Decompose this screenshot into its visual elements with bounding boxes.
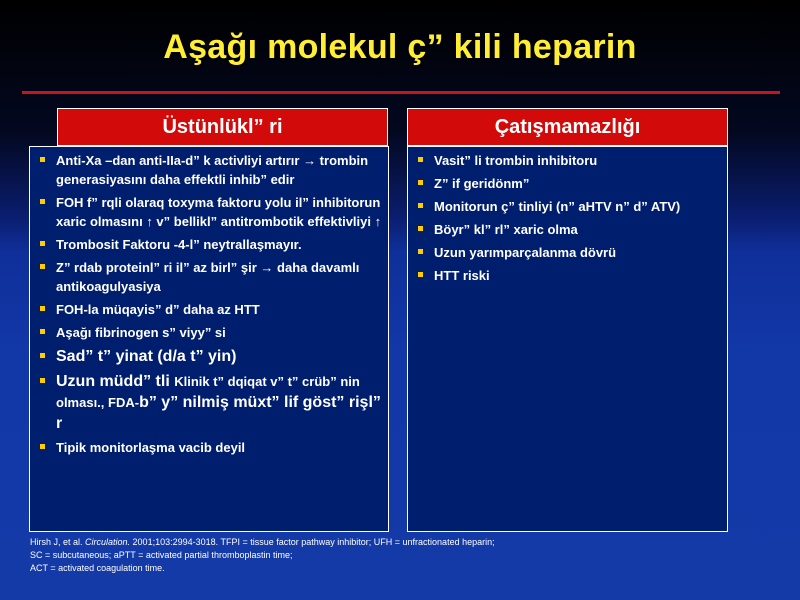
bullet-icon bbox=[418, 249, 423, 254]
bullet-icon bbox=[418, 157, 423, 162]
reference-journal: Circulation. bbox=[85, 537, 131, 547]
list-item-text: Monitorun ç” tinliyi (n” aHTV n” d” ATV) bbox=[434, 199, 681, 214]
disadvantages-header: Çatışmamazlığı bbox=[407, 108, 728, 146]
list-item-long-term bbox=[38, 371, 382, 434]
list-item bbox=[416, 174, 721, 193]
list-item-text: Sad” t” yinat (d/a t” yin) bbox=[56, 348, 237, 365]
list-item-text: FOH-la müqayis” d” daha az HTT bbox=[56, 302, 260, 317]
bullet-icon bbox=[418, 180, 423, 185]
disadvantages-list bbox=[408, 147, 727, 285]
list-item-text: Trombosit Faktoru -4-l” neytrallaşmayır. bbox=[56, 237, 302, 252]
bullet-icon bbox=[40, 157, 45, 162]
advantages-list bbox=[30, 147, 388, 457]
list-item bbox=[38, 151, 382, 189]
bullet-icon bbox=[40, 329, 45, 334]
list-item bbox=[38, 323, 382, 342]
list-item bbox=[416, 266, 721, 285]
long-term-lead: Uzun müdd” tli bbox=[56, 373, 175, 390]
bullet-icon bbox=[40, 306, 45, 311]
list-item bbox=[38, 438, 382, 457]
list-item-text: Böyr” kl” rl” xaric olma bbox=[434, 222, 578, 237]
bullet-icon bbox=[40, 199, 45, 204]
list-item bbox=[38, 193, 382, 231]
reference-line-2: SC = subcutaneous; aPTT = activated partial thromboplastin time; bbox=[30, 550, 293, 560]
reference-line-3: ACT = activated coagulation time. bbox=[30, 563, 165, 573]
list-item-text: FOH f” rqli olaraq toxyma faktoru yolu il” inhibitorun xaric olmasını ↑ v” bellikl” antitrombotik effektivliyi ↑ bbox=[56, 195, 382, 229]
long-term-tail: b” y” nilmiş müxt” lif göst” rişl” r bbox=[56, 394, 381, 432]
bullet-icon bbox=[40, 241, 45, 246]
advantages-panel bbox=[29, 146, 389, 532]
bullet-icon bbox=[40, 353, 45, 358]
list-item bbox=[38, 300, 382, 319]
list-item bbox=[416, 220, 721, 239]
list-item-text: HTT riski bbox=[434, 268, 490, 283]
list-item-text: Vasit” li trombin inhibitoru bbox=[434, 153, 598, 168]
list-item-text: Uzun yarımparçalanma dövrü bbox=[434, 245, 617, 260]
advantages-header: Üstünlükl” ri bbox=[57, 108, 388, 146]
bullet-icon bbox=[40, 444, 45, 449]
bullet-icon bbox=[418, 203, 423, 208]
slide-title: Aşağı molekul ç” kili heparin bbox=[163, 28, 637, 66]
list-item bbox=[38, 258, 382, 296]
list-item-text: Z” if geridönm” bbox=[434, 176, 530, 191]
bullet-icon bbox=[40, 378, 45, 383]
list-item bbox=[416, 243, 721, 262]
list-item bbox=[38, 235, 382, 254]
list-item-text: Aşağı fibrinogen s” viyy” si bbox=[56, 325, 226, 340]
bullet-icon bbox=[418, 272, 423, 277]
list-item-text: Tipik monitorlaşma vacib deyil bbox=[56, 440, 246, 455]
references bbox=[30, 536, 770, 575]
list-item-text: Z” rdab proteinl” ri il” az birl” şir → daha davamlı antikoagulyasiya bbox=[56, 260, 360, 294]
reference-citation: 2001;103:2994-3018. TFPI = tissue factor pathway inhibitor; UFH = unfractionated heparin; bbox=[130, 537, 495, 547]
list-item bbox=[38, 346, 382, 367]
bullet-icon bbox=[418, 226, 423, 231]
list-item-text: Anti-Xa –dan anti-IIa-d” k activliyi artırır → trombin generasiyasını daha effektli inhib” edir bbox=[56, 153, 369, 187]
disadvantages-panel bbox=[407, 146, 728, 532]
long-term-mid: Klinik t” dqiqat v” t” crüb” nin olması., FDA- bbox=[56, 374, 360, 410]
list-item bbox=[416, 197, 721, 216]
reference-line-1 bbox=[30, 536, 770, 549]
reference-authors: Hirsh J, et al. bbox=[30, 537, 86, 547]
bullet-icon bbox=[40, 264, 45, 269]
title-divider bbox=[22, 91, 780, 94]
list-item bbox=[416, 151, 721, 170]
